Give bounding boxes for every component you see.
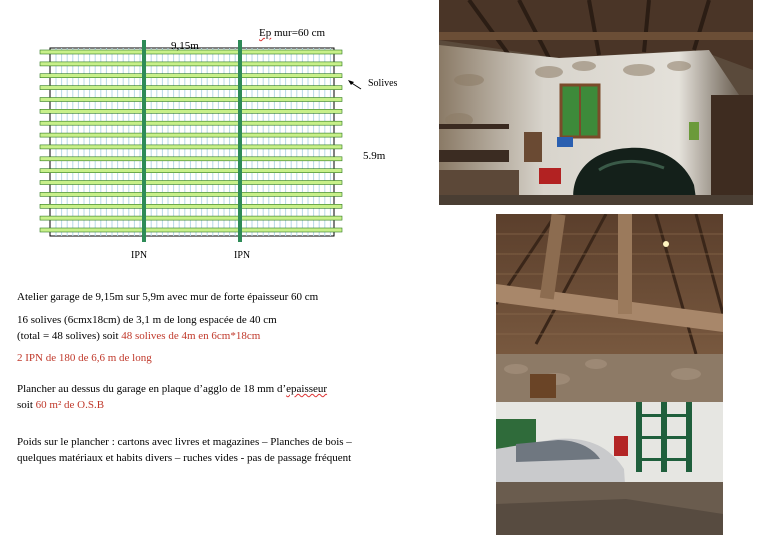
joist-order-text: 48 solives de 4m en 6cm*18cm xyxy=(121,330,261,342)
floor-board-text: Plancher au dessus du garage en plaque d’agglo de 18 mm d’ xyxy=(17,383,287,395)
plan-solives-label: Solives xyxy=(368,78,398,89)
plan-wall-label-rest: mur=60 cm xyxy=(271,27,326,39)
garage-photo-1-image xyxy=(439,0,753,205)
solives-arrow-icon xyxy=(347,78,363,96)
joist xyxy=(40,98,342,102)
joist-total-text: (total = 48 solives) soit xyxy=(17,330,122,342)
description-line-8: quelques matériaux et habits divers – ruches vides - pas de passage fréquent xyxy=(17,452,352,464)
joist xyxy=(40,157,342,161)
plan-wall-label-prefix: Ep xyxy=(259,27,272,39)
description-line-2: 16 solives (6cmx18cm) de 3,1 m de long espacée de 40 cm xyxy=(17,314,277,326)
joist xyxy=(40,86,342,90)
ipn-spec-line: 2 IPN de 180 de 6,6 m de long xyxy=(17,352,152,364)
joist xyxy=(40,228,342,232)
floor-plan xyxy=(36,38,346,243)
joist xyxy=(40,74,342,78)
joist xyxy=(40,121,342,125)
joist xyxy=(40,133,342,137)
garage-interior-photo-2 xyxy=(496,214,723,535)
joist xyxy=(40,169,342,173)
joist xyxy=(40,109,342,113)
ipn-beam-1 xyxy=(142,40,146,242)
description-line-6 xyxy=(17,397,104,413)
ipn-beam-2 xyxy=(238,40,242,242)
plan-ipn-label-2: IPN xyxy=(234,250,251,261)
floor-plan-drawing xyxy=(36,38,346,243)
joist xyxy=(40,192,342,196)
floor-board-thickness-word: epaisseur xyxy=(286,383,328,395)
description-line-7: Poids sur le plancher : cartons avec livres et magazines – Planches de bois – xyxy=(17,436,352,448)
plan-wall-label xyxy=(259,27,325,39)
plan-ipn-label-1: IPN xyxy=(131,250,148,261)
osb-prefix: soit xyxy=(17,399,36,411)
description-line-3 xyxy=(17,328,260,344)
garage-photo-2-image xyxy=(496,214,723,535)
description-line-1: Atelier garage de 9,15m sur 5,9m avec mur de forte épaisseur 60 cm xyxy=(17,291,319,303)
description-line-5 xyxy=(17,381,327,397)
plan-width-label: 5.9m xyxy=(363,150,386,162)
osb-quantity-text: 60 m² de O.S.B xyxy=(35,399,105,411)
joist xyxy=(40,216,342,220)
joist xyxy=(40,62,342,66)
garage-interior-photo-1 xyxy=(439,0,753,205)
joist xyxy=(40,145,342,149)
plan-length-label: 9,15m xyxy=(171,40,199,52)
joist xyxy=(40,204,342,208)
joist xyxy=(40,181,342,185)
